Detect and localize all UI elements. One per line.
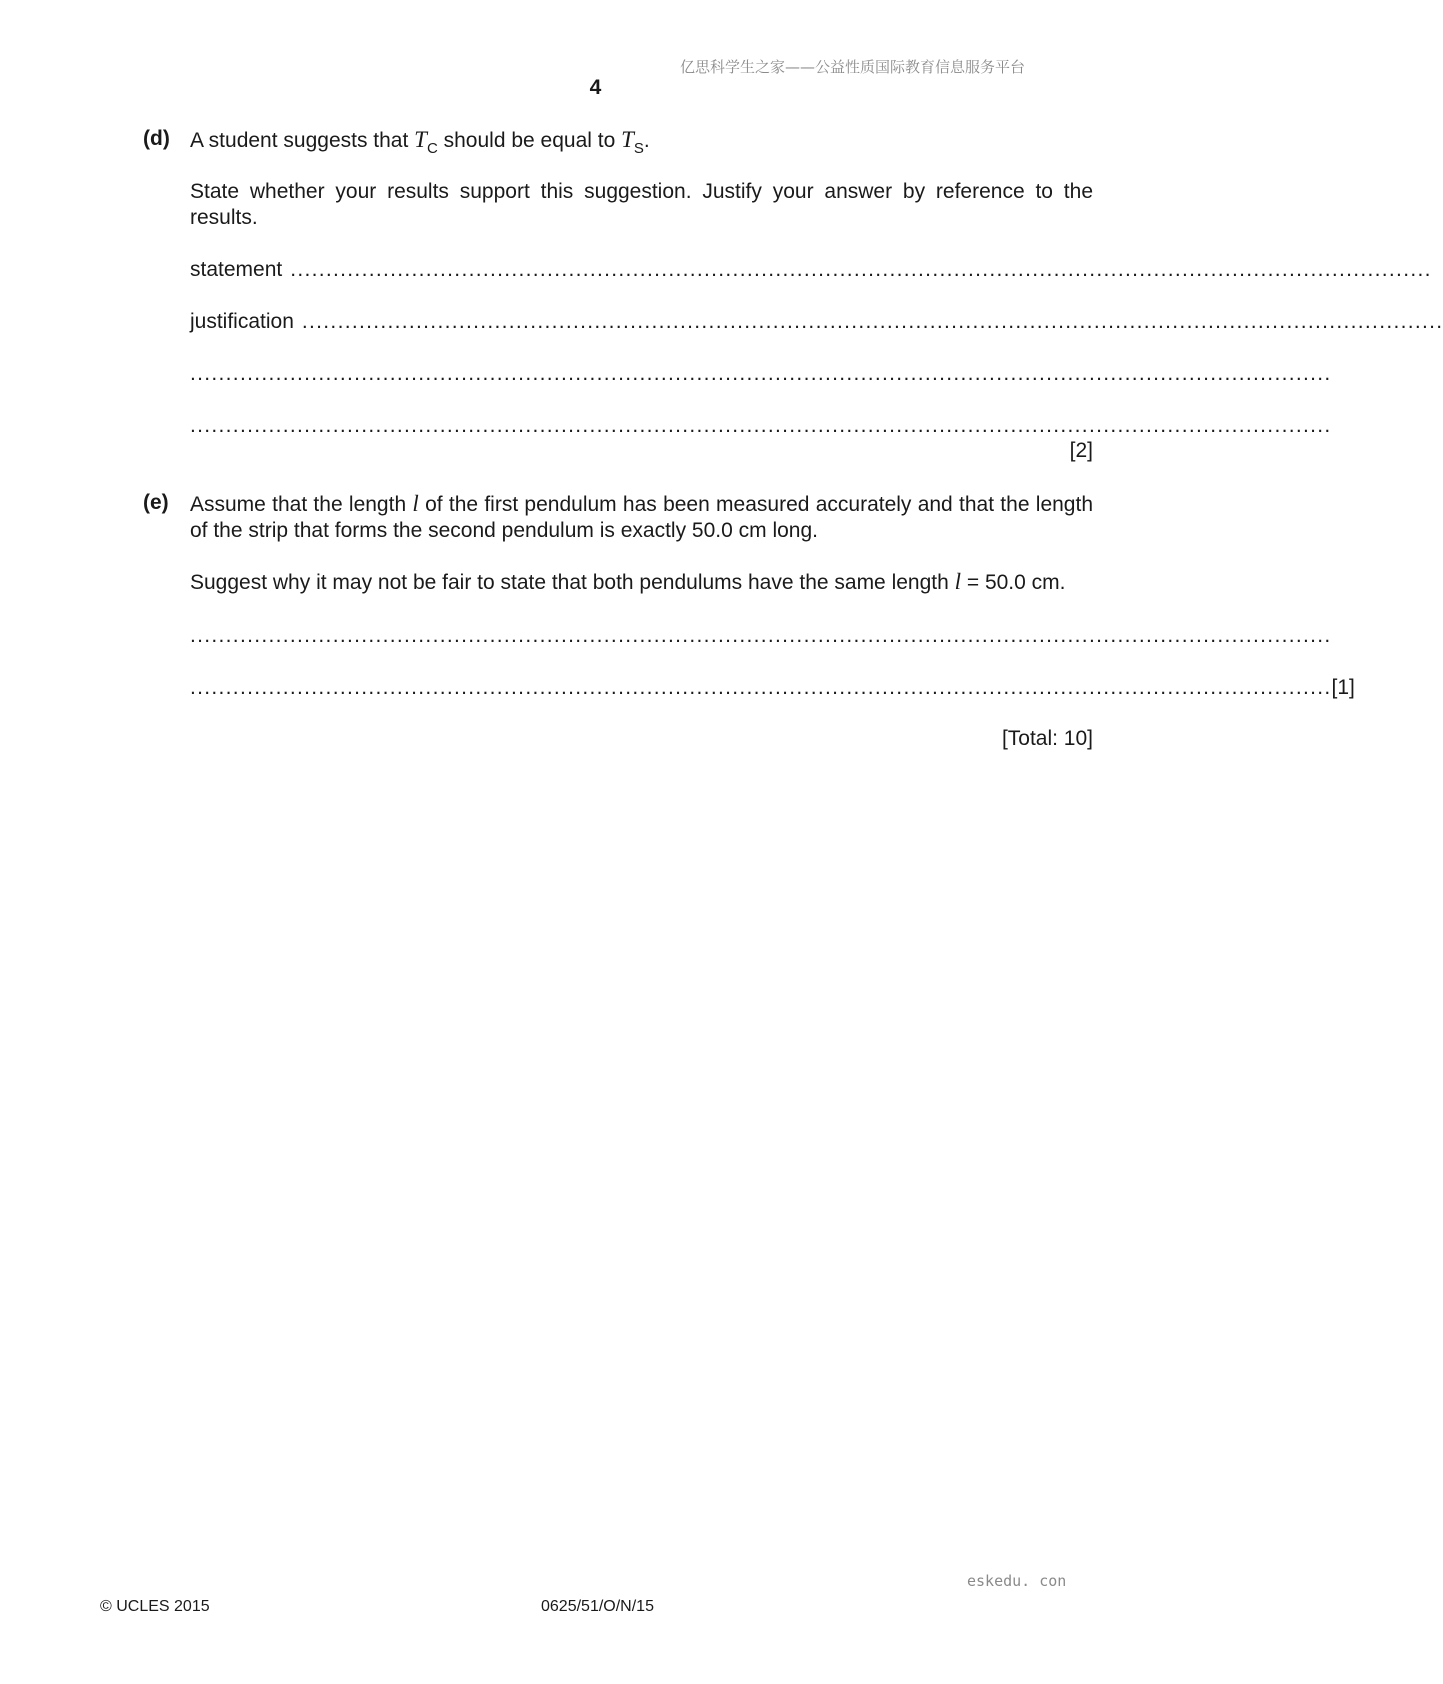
part-e-answer-line-1[interactable] [190,620,1332,648]
dotted-line: ................................................................................................................................................................ [190,624,1332,647]
part-d-intro-mid: should be equal to [437,129,622,152]
part-e-question [190,569,1093,596]
part-e-intro-post: of the first pendulum has been measured accurately and that the length of the strip that forms the second pendulum is exactly 50.0 cm long. [190,493,1093,542]
part-d-label: (d) [143,127,170,150]
part-e-intro [190,491,1093,544]
total-marks: [Total: 10] [1001,727,1093,750]
var-l: l [412,491,419,516]
sub-s: S [633,140,644,157]
part-e-answer-line-2[interactable] [190,672,1355,700]
part-e-question-pre: Suggest why it may not be fair to state that both pendulums have the same length [190,571,955,594]
dotted-line: ................................................................................................................................................................ [290,258,1432,281]
part-d-intro-pre: A student suggests that [190,129,415,152]
justification-answer-line-1[interactable] [190,306,1443,334]
footer-copyright: © UCLES 2015 [100,1598,210,1615]
footer-watermark: eskedu. con [967,1572,1067,1590]
dotted-line: ................................................................................................................................................................ [301,310,1443,333]
var-l-2: l [954,569,962,594]
var-t-c: T [414,127,427,152]
statement-answer-line[interactable] [190,254,1432,282]
statement-label: statement [190,258,283,281]
part-e-label: (e) [143,491,169,514]
footer-code: 0625/51/O/N/15 [541,1598,654,1615]
part-e-question-post: = 50.0 cm. [961,571,1066,594]
part-d-instruction: State whether your results support this suggestion. Justify your answer by reference to the results. [190,180,1093,229]
header-watermark: 亿思科学生之家——公益性质国际教育信息服务平台 [680,58,1026,76]
page-number: 4 [589,76,602,99]
justification-answer-line-2[interactable] [190,358,1332,386]
sub-c: C [426,140,438,157]
var-t-s: T [621,127,634,152]
part-d-intro-end: . [643,129,650,152]
dotted-line: ................................................................................................................................................................ [190,414,1332,437]
justification-label: justification [190,310,294,333]
dotted-line: ................................................................................................................................................................ [190,676,1332,699]
justification-answer-line-3[interactable] [190,410,1332,438]
dotted-line: ................................................................................................................................................................ [190,362,1332,385]
part-d-intro [190,127,1093,156]
part-e-marks: [1] [1331,676,1355,699]
part-e-intro-pre: Assume that the length [190,493,413,516]
part-d-marks: [2] [1069,439,1093,462]
